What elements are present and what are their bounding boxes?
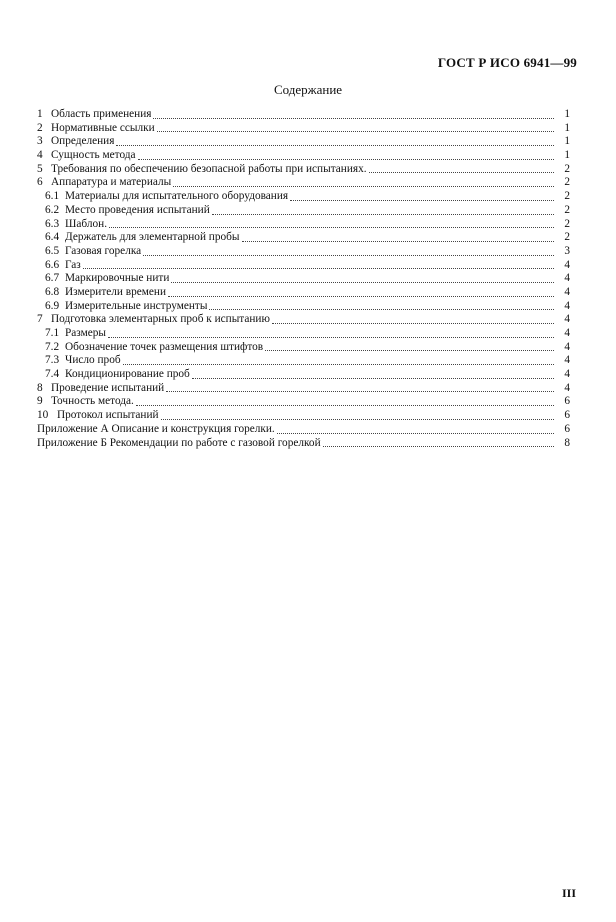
toc-leader-dots bbox=[136, 396, 554, 406]
toc-entry-title: Газовая горелка bbox=[65, 244, 142, 257]
toc-entry-title: Кондиционирование проб bbox=[65, 368, 190, 381]
toc-entry-title: Точность метода. bbox=[51, 395, 134, 408]
toc-entry[interactable] bbox=[37, 382, 570, 396]
toc-entry-number: 7.3 bbox=[45, 354, 60, 367]
toc-leader-dots bbox=[272, 314, 554, 324]
toc-entry-page: 6 bbox=[564, 395, 570, 408]
toc-entry-number: 2 bbox=[37, 121, 43, 134]
toc-leader-dots bbox=[277, 424, 554, 434]
toc-entry-page: 2 bbox=[564, 203, 570, 216]
toc-entry-page: 4 bbox=[564, 272, 570, 285]
toc-entry-number: 6.6 bbox=[45, 258, 60, 271]
toc-entry-title: Измерительные инструменты bbox=[65, 299, 208, 312]
page-number: III bbox=[561, 886, 576, 900]
toc-entry-number: 6.7 bbox=[45, 272, 60, 285]
toc-entry[interactable] bbox=[37, 409, 570, 423]
toc-leader-dots bbox=[212, 205, 554, 215]
toc-entry[interactable] bbox=[37, 437, 570, 451]
toc-entry-number: 3 bbox=[37, 135, 43, 148]
toc-leader-dots bbox=[138, 150, 554, 160]
toc-entry[interactable] bbox=[37, 368, 570, 382]
toc-entry-title: Шаблон. bbox=[65, 217, 108, 230]
toc-entry-number: 7 bbox=[37, 313, 43, 326]
toc-entry[interactable] bbox=[37, 286, 570, 300]
toc-entry-page: 1 bbox=[564, 135, 570, 148]
toc-entry-number: 6 bbox=[37, 176, 43, 189]
toc-leader-dots bbox=[242, 232, 555, 242]
toc-entry-title: Проведение испытаний bbox=[51, 381, 165, 394]
toc-entry-page: 4 bbox=[564, 327, 570, 339]
toc-entry-page: 6 bbox=[564, 422, 570, 435]
toc-leader-dots bbox=[116, 136, 554, 146]
toc-leader-dots bbox=[153, 109, 554, 119]
toc-entry-number: 7.4 bbox=[45, 368, 60, 381]
toc-entry[interactable] bbox=[37, 423, 570, 437]
toc-entry-number: 6.4 bbox=[45, 231, 60, 244]
toc-leader-dots bbox=[109, 218, 554, 228]
toc-leader-dots bbox=[157, 122, 554, 132]
toc-leader-dots bbox=[171, 273, 554, 283]
toc-entry-title: Измерители времени bbox=[65, 285, 167, 298]
toc-leader-dots bbox=[209, 300, 554, 310]
toc-entry-page: 2 bbox=[564, 176, 570, 189]
toc-entry[interactable] bbox=[37, 259, 570, 273]
document-code: ГОСТ Р ИСО 6941—99 bbox=[437, 55, 577, 70]
toc-entry[interactable] bbox=[37, 218, 570, 232]
toc-entry-number: 7.2 bbox=[45, 340, 60, 353]
toc-entry[interactable] bbox=[37, 163, 570, 177]
toc-entry-title: Материалы для испытательного оборудования bbox=[65, 190, 289, 203]
toc-entry[interactable] bbox=[37, 204, 570, 218]
toc-entry-page: 4 bbox=[564, 258, 570, 271]
toc-entry-page: 4 bbox=[564, 368, 570, 381]
toc-entry-number: 7.1 bbox=[45, 327, 60, 339]
toc-entry-page: 1 bbox=[564, 121, 570, 134]
toc-entry-page: 4 bbox=[564, 340, 570, 353]
toc-leader-dots bbox=[161, 410, 554, 420]
toc-entry-number: 6.5 bbox=[45, 244, 60, 257]
toc-entry-number: 5 bbox=[37, 162, 43, 175]
toc-entry-number: 1 bbox=[37, 108, 43, 120]
toc-leader-dots bbox=[123, 355, 554, 365]
toc-leader-dots bbox=[108, 328, 554, 338]
toc-leader-dots bbox=[369, 163, 554, 173]
toc-entry-page: 4 bbox=[564, 354, 570, 367]
toc-entry-number: 4 bbox=[37, 149, 43, 162]
toc-entry-page: 6 bbox=[564, 409, 570, 422]
toc-entry-title: Держатель для элементарной пробы bbox=[65, 231, 240, 244]
toc-entry[interactable] bbox=[37, 272, 570, 286]
table-of-contents bbox=[37, 108, 570, 450]
toc-entry-page: 4 bbox=[564, 285, 570, 298]
toc-entry-page: 4 bbox=[564, 299, 570, 312]
toc-entry-page: 2 bbox=[564, 217, 570, 230]
toc-entry-title: Обозначение точек размещения штифтов bbox=[65, 340, 264, 353]
toc-entry-title: Сущность метода bbox=[51, 149, 136, 162]
toc-entry-title: Аппаратура и материалы bbox=[51, 176, 172, 189]
toc-entry[interactable] bbox=[37, 135, 570, 149]
toc-entry-title: Число проб bbox=[65, 354, 121, 367]
toc-entry-page: 8 bbox=[564, 436, 570, 449]
toc-entry-page: 4 bbox=[564, 313, 570, 326]
toc-entry[interactable] bbox=[37, 149, 570, 163]
toc-entry-number: 6.3 bbox=[45, 217, 60, 230]
toc-entry[interactable] bbox=[37, 176, 570, 190]
toc-leader-dots bbox=[143, 246, 554, 256]
toc-entry-number: 6.9 bbox=[45, 299, 60, 312]
toc-entry[interactable] bbox=[37, 327, 570, 341]
toc-entry-title: Размеры bbox=[65, 327, 107, 339]
toc-entry-title: Газ bbox=[65, 258, 81, 271]
toc-entry[interactable] bbox=[37, 245, 570, 259]
toc-entry-title: Протокол испытаний bbox=[57, 409, 159, 422]
toc-entry-number: 8 bbox=[37, 381, 43, 394]
toc-entry-number: 6.8 bbox=[45, 285, 60, 298]
toc-entry-number: 9 bbox=[37, 395, 43, 408]
toc-leader-dots bbox=[166, 382, 554, 392]
toc-entry[interactable] bbox=[37, 313, 570, 327]
toc-entry-page: 1 bbox=[564, 108, 570, 120]
toc-entry[interactable] bbox=[37, 108, 570, 122]
toc-entry-page: 2 bbox=[564, 162, 570, 175]
toc-entry-number: 10 bbox=[37, 409, 49, 422]
toc-entry-title: Требования по обеспечению безопасной работы при испытаниях. bbox=[51, 162, 367, 175]
toc-entry-page: 3 bbox=[564, 244, 570, 257]
toc-entry-title: Место проведения испытаний bbox=[65, 203, 210, 216]
toc-leader-dots bbox=[323, 437, 554, 447]
toc-entry-title: Приложение Б Рекомендации по работе с газовой горелкой bbox=[37, 436, 321, 449]
toc-entry-title: Определения bbox=[51, 135, 115, 148]
toc-leader-dots bbox=[265, 341, 554, 351]
toc-entry-title: Маркировочные нити bbox=[65, 272, 170, 285]
toc-leader-dots bbox=[173, 177, 554, 187]
toc-entry[interactable] bbox=[37, 231, 570, 245]
toc-entry-title: Приложение А Описание и конструкция горелки. bbox=[37, 422, 275, 435]
toc-entry-page: 2 bbox=[564, 190, 570, 203]
toc-entry-title: Область применения bbox=[51, 108, 152, 120]
toc-entry[interactable] bbox=[37, 395, 570, 409]
toc-entry[interactable] bbox=[37, 122, 570, 136]
toc-entry-number: 6.2 bbox=[45, 203, 60, 216]
toc-title: Содержание bbox=[273, 82, 343, 97]
toc-entry-number: 6.1 bbox=[45, 190, 60, 203]
toc-entry[interactable] bbox=[37, 190, 570, 204]
toc-entry-page: 1 bbox=[564, 149, 570, 162]
toc-entry-title: Нормативные ссылки bbox=[51, 121, 155, 134]
toc-leader-dots bbox=[83, 259, 554, 269]
toc-leader-dots bbox=[192, 369, 554, 379]
toc-entry[interactable] bbox=[37, 300, 570, 314]
toc-entry-title: Подготовка элементарных проб к испытанию bbox=[51, 313, 270, 326]
toc-entry[interactable] bbox=[37, 341, 570, 355]
toc-entry-page: 2 bbox=[564, 231, 570, 244]
toc-entry-page: 4 bbox=[564, 381, 570, 394]
toc-leader-dots bbox=[290, 191, 554, 201]
toc-leader-dots bbox=[168, 287, 554, 297]
toc-entry[interactable] bbox=[37, 354, 570, 368]
